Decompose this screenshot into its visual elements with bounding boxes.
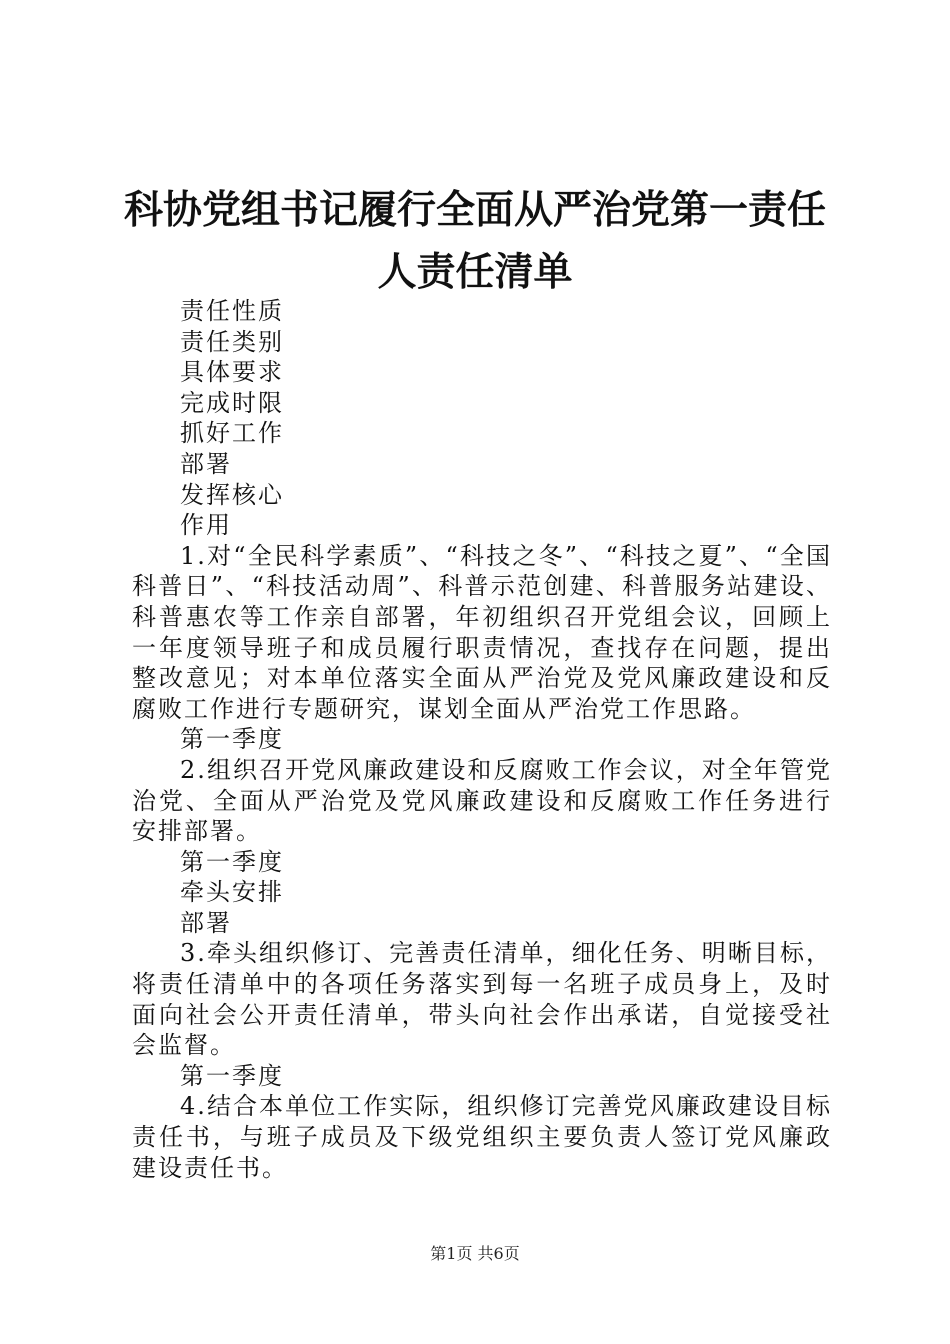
header-category: 责任类别: [180, 327, 284, 356]
header-requirements: 具体要求: [180, 358, 284, 387]
document-body: [132, 296, 832, 1183]
page-number: 第1页 共6页: [430, 1244, 520, 1263]
header-nature: 责任性质: [180, 297, 284, 325]
category-label: 部署: [180, 449, 232, 478]
requirement-item-1: 1.对“全民科学素质”、“科技之冬”、“科技之夏”、“全国科普日”、“科技活动周”、科普示范创建、科普服务站建设、科普惠农等工作亲自部署，年初组织召开党组会议，回顾上一年度领导班子和成员履行职责情况，查找存在问题，提出整改意见；对本单位落实全面从严治党及党风廉政建设和反腐败工作进行专题研究，谋划全面从严治党工作思路。: [132, 541, 832, 723]
document-title: 科协党组书记履行全面从严治党第一责任人责任清单: [123, 188, 826, 295]
category-label: 发挥核心: [180, 480, 284, 509]
category-label: 作用: [180, 511, 232, 540]
deadline-label: 第一季度: [180, 725, 284, 754]
category-label: 部署: [180, 908, 232, 937]
requirement-item-3: 3.牵头组织修订、完善责任清单，细化任务、明晰目标，将责任清单中的各项任务落实到每一名班子成员身上，及时面向社会公开责任清单，带头向社会作出承诺，自觉接受社会监督。: [132, 939, 832, 1060]
category-label: 牵头安排: [180, 878, 284, 907]
deadline-label: 第一季度: [180, 1061, 284, 1090]
requirement-item-4: 4.结合本单位工作实际，组织修订完善党风廉政建设目标责任书，与班子成员及下级党组织主要负责人签订党风廉政建设责任书。: [132, 1092, 832, 1182]
requirement-item-2: 2.组织召开党风廉政建设和反腐败工作会议，对全年管党治党、全面从严治党及党风廉政建设和反腐败工作任务进行安排部署。: [132, 755, 832, 846]
header-deadline: 完成时限: [180, 388, 284, 417]
deadline-label: 第一季度: [180, 847, 284, 876]
category-label: 抓好工作: [180, 419, 284, 448]
